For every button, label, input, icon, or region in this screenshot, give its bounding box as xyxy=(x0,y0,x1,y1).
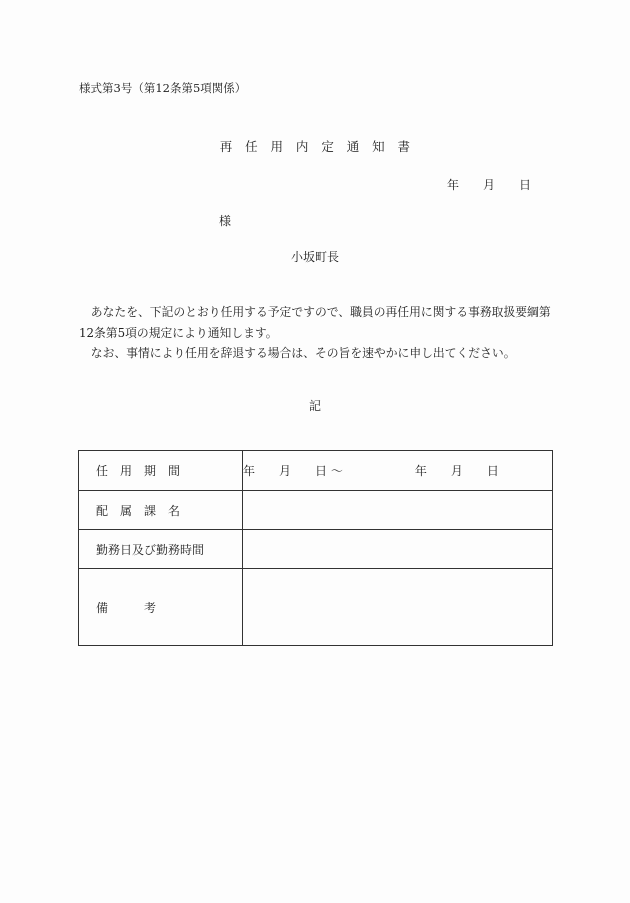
table-row-remarks xyxy=(79,569,553,646)
document-title: 再 任 用 内 定 通 知 書 xyxy=(219,139,411,154)
table-row-work-schedule xyxy=(79,530,553,569)
appointment-period-value: 年 月 日 〜 年 月 日 xyxy=(243,451,553,491)
addressee-suffix: 様 xyxy=(219,214,232,228)
form-number: 様式第3号（第12条第5項関係） xyxy=(79,81,247,95)
work-schedule-label: 勤務日及び勤務時間 xyxy=(79,530,243,569)
work-schedule-value xyxy=(243,530,553,569)
table-row-department xyxy=(79,491,553,530)
ki-heading: 記 xyxy=(308,399,321,413)
body-text: あなたを、下記のとおり任用する予定ですので、職員の再任用に関する事務取扱要綱第 12条第5項の規定により通知します。 なお、事情により任用を辞退する場合は、その旨を速やかに申し出てください。 xyxy=(79,305,551,360)
department-value xyxy=(243,491,553,530)
table-row-appointment-period xyxy=(79,451,553,491)
issuer-name: 小坂町長 xyxy=(290,250,339,264)
remarks-value xyxy=(243,569,553,646)
detail-table xyxy=(78,450,553,646)
appointment-period-label: 任 用 期 間 xyxy=(79,451,243,491)
date-line: 年 月 日 xyxy=(447,178,532,192)
remarks-label: 備 考 xyxy=(79,569,243,646)
department-label: 配 属 課 名 xyxy=(79,491,243,530)
